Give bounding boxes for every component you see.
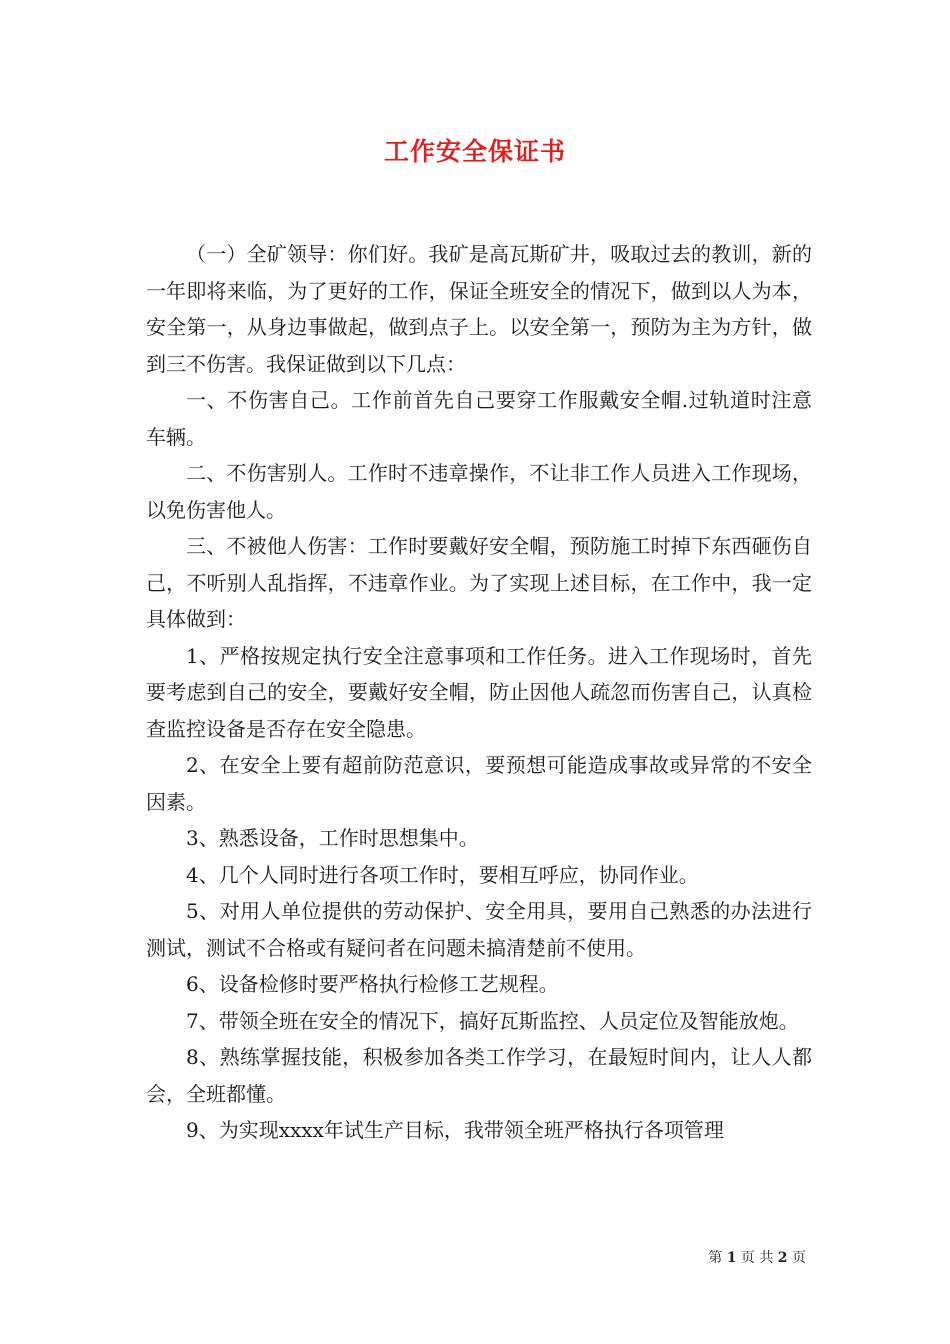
total-pages-number: 2 — [777, 1250, 788, 1266]
paragraph-item-4: 4、几个人同时进行各项工作时，要相互呼应，协同作业。 — [186, 862, 699, 887]
current-page-number: 1 — [726, 1250, 737, 1266]
footer-prefix: 第 — [708, 1250, 723, 1266]
footer-middle: 页 共 — [740, 1250, 774, 1266]
page-footer — [708, 1247, 806, 1267]
paragraph-rule-2: 二、不伤害别人。工作时不违章操作，不让非工作人员进入工作现场，以免伤害他人。 — [146, 461, 812, 522]
document-body — [146, 236, 812, 1149]
paragraph-item-9: 9、为实现xxxx年试生产目标，我带领全班严格执行各项管理 — [186, 1118, 724, 1142]
paragraph-item-8: 8、熟练掌握技能，积极参加各类工作学习，在最短时间内，让人人都会，全班都懂。 — [146, 1045, 812, 1106]
document-title: 工作安全保证书 — [383, 137, 566, 166]
paragraph-item-6: 6、设备检修时要严格执行检修工艺规程。 — [186, 972, 559, 996]
paragraph-item-7: 7、带领全班在安全的情况下，搞好瓦斯监控、人员定位及智能放炮。 — [186, 1008, 799, 1033]
footer-suffix: 页 — [792, 1250, 806, 1266]
paragraph-rule-3: 三、不被他人伤害：工作时要戴好安全帽，预防施工时掉下东西砸伤自己，不听别人乱指挥，不违章作业。为了实现上述目标，在工作中，我一定具体做到： — [146, 534, 812, 631]
paragraph-item-5: 5、对用人单位提供的劳动保护、安全用具，要用自己熟悉的办法进行测试，测试不合格或有疑问者在问题未搞清楚前不使用。 — [146, 899, 812, 960]
paragraph-intro: （一）全矿领导：你们好。我矿是高瓦斯矿井，吸取过去的教训，新的一年即将来临，为了更好的工作，保证全班安全的情况下，做到以人为本，安全第一，从身边事做起，做到点子上。以安全第一，预防为主为方针，做到三不伤害。我保证做到以下几点： — [146, 242, 812, 376]
paragraph-item-2: 2、在安全上要有超前防范意识，要预想可能造成事故或异常的不安全因素。 — [146, 753, 812, 814]
paragraph-item-3: 3、熟悉设备，工作时思想集中。 — [186, 826, 479, 850]
paragraph-item-1: 1、严格按规定执行安全注意事项和工作任务。进入工作现场时，首先要考虑到自己的安全，要戴好安全帽，防止因他人疏忽而伤害自己，认真检查监控设备是否存在安全隐患。 — [146, 643, 812, 741]
paragraph-rule-1: 一、不伤害自己。工作前首先自己要穿工作服戴安全帽.过轨道时注意车辆。 — [146, 388, 812, 449]
